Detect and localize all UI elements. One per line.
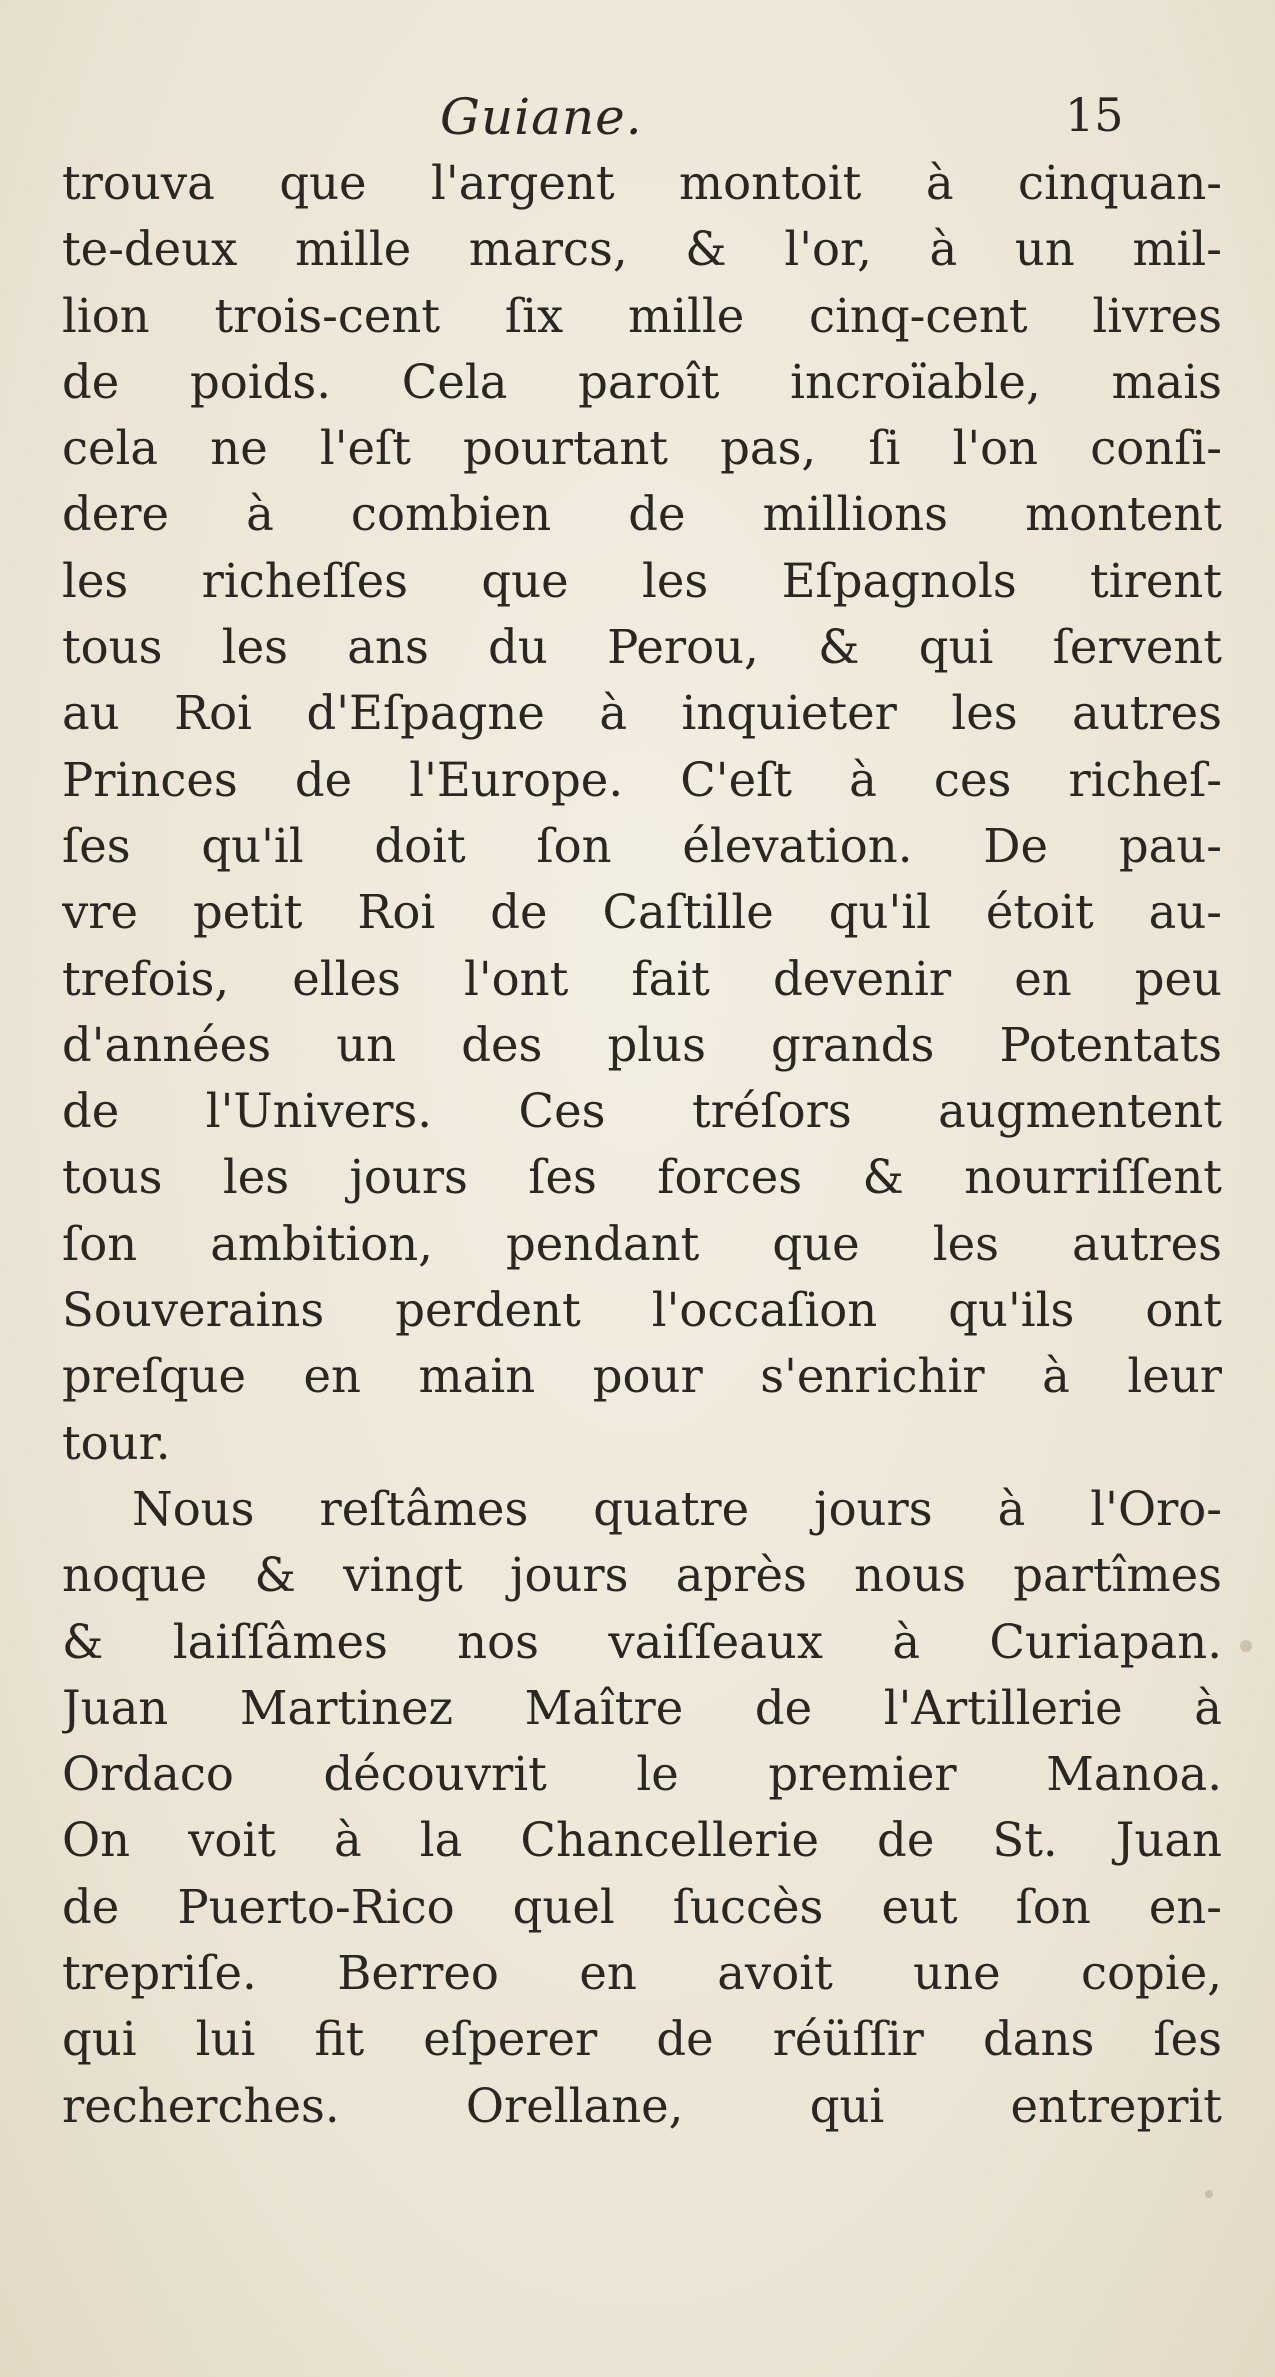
text-line: Princes de l'Europe. C'eſt à ces richeſ- [62, 752, 1222, 807]
text-line: dere à combien de millions montent [62, 487, 1222, 542]
text-line: de Puerto-Rico quel ſuccès eut ſon en- [62, 1879, 1222, 1934]
text-line: Juan Martinez Maître de l'Artillerie à [62, 1680, 1222, 1735]
text-line: cela ne l'eſt pourtant pas, ſi l'on conſi- [62, 421, 1222, 476]
running-head [0, 88, 1275, 148]
text-line: trouva que l'argent montoit à cinquan- [62, 156, 1222, 210]
text-line: te-deux mille marcs, & l'or, à un mil- [62, 222, 1222, 277]
text-line: recherches. Orellane, qui entreprit [62, 2078, 1222, 2133]
body-text [62, 150, 1222, 2139]
text-line: tous les jours ſes forces & nourriſſent [62, 1150, 1222, 1205]
text-line: ſon ambition, pendant que les autres [62, 1216, 1222, 1271]
paper-speck [1205, 2190, 1213, 2198]
text-line: trefois, elles l'ont fait devenir en peu [62, 951, 1222, 1006]
text-line: au Roi d'Eſpagne à inquieter les autres [62, 686, 1222, 741]
page-number: 15 [1065, 88, 1124, 142]
text-line: ſes qu'il doit ſon élevation. De pau- [62, 818, 1222, 873]
text-line: qui lui fit eſperer de réüſſir dans ſes [62, 2012, 1222, 2067]
running-title: Guiane. [440, 88, 643, 146]
text-line: vre petit Roi de Caſtille qu'il étoit au- [62, 885, 1222, 940]
text-line: trepriſe. Berreo en avoit une copie, [62, 1946, 1222, 2001]
text-line: noque & vingt jours après nous partîmes [62, 1548, 1222, 1603]
text-line: lion trois-cent ſix mille cinq-cent livres [62, 288, 1222, 343]
text-line: On voit à la Chancellerie de St. Juan [62, 1813, 1222, 1868]
text-line: Ordaco découvrit le premier Manoa. [62, 1747, 1222, 1802]
text-line: Souverains perdent l'occaſion qu'ils ont [62, 1283, 1222, 1338]
text-line: tour. [62, 1415, 171, 1470]
text-line: les richeſſes que les Eſpagnols tirent [62, 553, 1222, 608]
text-line: de poids. Cela paroît incroïable, mais [62, 354, 1222, 409]
text-line: d'années un des plus grands Potentats [62, 1017, 1222, 1072]
text-line: de l'Univers. Ces tréſors augmentent [62, 1084, 1222, 1139]
text-line: preſque en main pour s'enrichir à leur [62, 1349, 1222, 1404]
text-line: tous les ans du Perou, & qui ſervent [62, 620, 1222, 675]
paper-speck [1240, 1640, 1252, 1652]
paragraph-start-line: Nous reſtâmes quatre jours à l'Oro- [132, 1481, 1222, 1536]
text-line: & laiſſâmes nos vaiſſeaux à Curiapan. [62, 1614, 1222, 1669]
